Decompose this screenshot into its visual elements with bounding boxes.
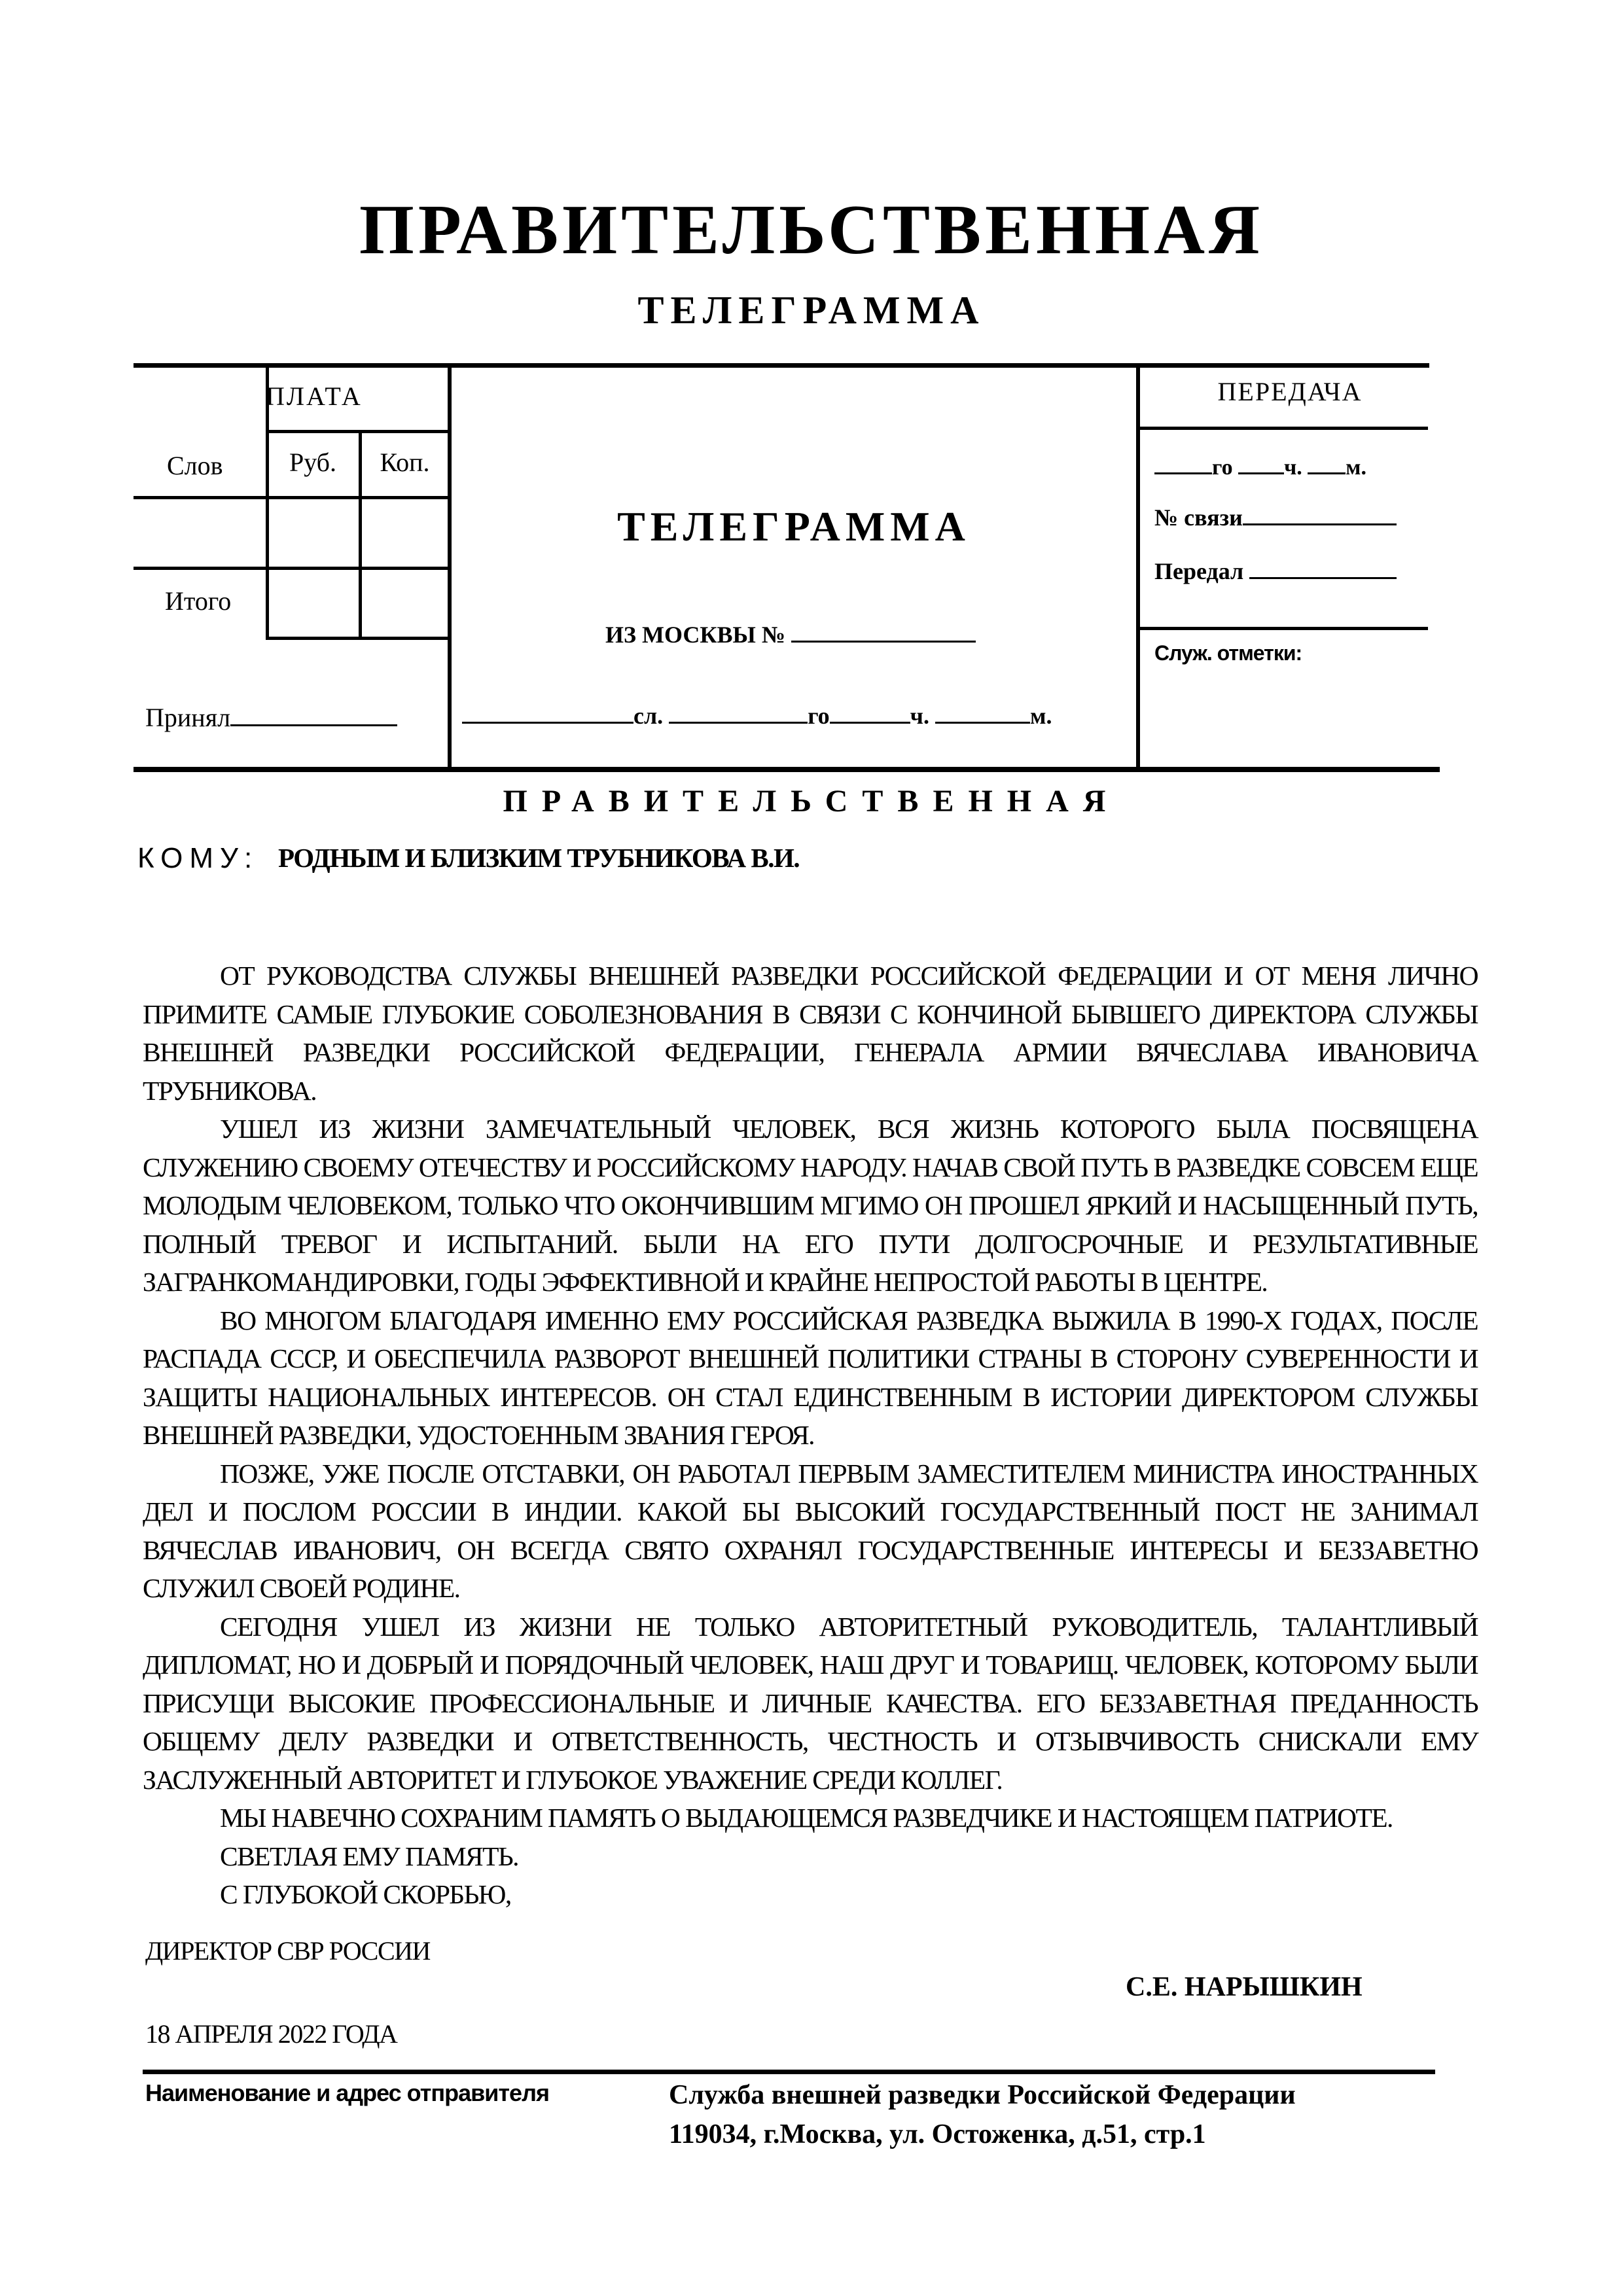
signatory-name: С.Е. НАРЫШКИН [1126,1972,1363,2002]
blank [1154,450,1212,474]
count-time-line: сл. го ч. м. [462,698,1052,730]
plata-label: ПЛАТА [266,381,363,411]
form-divider-right [1136,365,1140,769]
plata-grid-line [134,496,449,499]
form-bottom-border [134,767,1440,772]
recipient-label: КОМУ: [137,842,259,874]
blank [935,698,1030,724]
message-paragraph: ОТ РУКОВОДСТВА СЛУЖБЫ ВНЕШНЕЙ РАЗВЕДКИ РОССИЙСКОЙ ФЕДЕРАЦИИ И ОТ МЕНЯ ЛИЧНО ПРИМИТЕ САМЫЕ ГЛУБОКИЕ СОБОЛЕЗНОВАНИЯ В СВЯЗИ С КОНЧИНОЙ БЫВШЕГО ДИРЕКТОРА СЛУЖБЫ ВНЕШНЕЙ РАЗВЕДКИ РОССИЙСКОЙ ФЕДЕРАЦИИ, ГЕНЕРАЛА АРМИИ ВЯЧЕСЛАВА ИВАНОВИЧА ТРУБНИКОВА. [143,961,1478,1106]
blank [669,698,808,724]
plata-grid-line [266,430,449,433]
form-top-border [134,363,1429,368]
words-label: Слов [167,451,223,480]
government-banner: ПРАВИТЕЛЬСТВЕННАЯ [503,784,1120,819]
message-paragraph: СВЕТЛАЯ ЕМУ ПАМЯТЬ. [220,1841,518,1871]
telegram-title: ТЕЛЕГРАММА [617,503,971,550]
message-paragraph: СЕГОДНЯ УШЕЛ ИЗ ЖИЗНИ НЕ ТОЛЬКО АВТОРИТЕТНЫЙ РУКОВОДИТЕЛЬ, ТАЛАНТЛИВЫЙ ДИПЛОМАТ, НО И ДОБРЫЙ И ПОРЯДОЧНЫЙ ЧЕЛОВЕК, НАШ ДРУГ И ТОВАРИЩ. ЧЕЛОВЕК, КОТОРОМУ БЫЛИ ПРИСУЩИ ВЫСОКИЕ ПРОФЕССИОНАЛЬНЫЕ И ЛИЧНЫЕ КАЧЕСТВА. ЕГО БЕЗЗАВЕТНАЯ ПРЕДАННОСТЬ ОБЩЕМУ ДЕЛУ РАЗВЕДКИ И ОТВЕТСТВЕННОСТЬ, ЧЕСТНОСТЬ И ОТЗЫВЧИВОСТЬ СНИСКАЛИ ЕМУ ЗАСЛУЖЕННЫЙ АВТОРИТЕТ И ГЛУБОКОЕ УВАЖЕНИЕ СРЕДИ КОЛЛЕГ. [143,1611,1478,1795]
signatory-position: ДИРЕКТОР СВР РОССИИ [145,1936,430,1966]
accepted-blank [230,698,397,726]
document-date: 18 АПРЕЛЯ 2022 ГОДА [145,2019,397,2049]
message-paragraph: УШЕЛ ИЗ ЖИЗНИ ЗАМЕЧАТЕЛЬНЫЙ ЧЕЛОВЕК, ВСЯ ЖИЗНЬ КОТОРОГО БЫЛА ПОСВЯЩЕНА СЛУЖЕНИЮ СВОЕМУ ОТЕЧЕСТВУ И РОССИЙСКОМУ НАРОДУ. НАЧАВ СВОЙ ПУТЬ В РАЗВЕДКЕ СОВСЕМ ЕЩЕ МОЛОДЫМ ЧЕЛОВЕКОМ, ТОЛЬКО ЧТО ОКОНЧИВШИМ МГИМО ОН ПРОШЕЛ ЯРКИЙ И НАСЫЩЕННЫЙ ПУТЬ, ПОЛНЫЙ ТРЕВОГ И ИСПЫТАНИЙ. БЫЛИ НА ЕГО ПУТИ ДОЛГОСРОЧНЫЕ И РЕЗУЛЬТАТИВНЫЕ ЗАГРАНКОМАНДИРОВКИ, ГОДЫ ЭФФЕКТИВНОЙ И КРАЙНЕ НЕПРОСТОЙ РАБОТЫ В ЦЕНТРЕ. [143,1114,1478,1297]
message-paragraph: МЫ НАВЕЧНО СОХРАНИМ ПАМЯТЬ О ВЫДАЮЩЕМСЯ РАЗВЕДЧИКЕ И НАСТОЯЩЕМ ПАТРИОТЕ. [220,1803,1393,1833]
transmission-time-line: го ч. м. [1154,450,1366,480]
service-divider [1140,627,1428,630]
transmission-label: ПЕРЕДАЧА [1217,377,1363,406]
connection-number-line: № связи [1154,500,1397,531]
blank [1308,450,1346,474]
message-body [143,957,1478,1914]
accepted-label: Принял [145,698,397,733]
plata-grid-line [134,567,449,570]
sender-label: Наименование и адрес отправителя [145,2079,549,2106]
blank [1238,450,1284,474]
transmission-divider [1140,427,1428,430]
rub-label: Руб. [289,448,337,477]
message-paragraph: ПОЗЖЕ, УЖЕ ПОСЛЕ ОТСТАВКИ, ОН РАБОТАЛ ПЕРВЫМ ЗАМЕСТИТЕЛЕМ МИНИСТРА ИНОСТРАННЫХ ДЕЛ И ПОСЛОМ РОССИИ В ИНДИИ. КАКОЙ БЫ ВЫСОКИЙ ГОСУДАРСТВЕННЫЙ ПОСТ НЕ ЗАНИМАЛ ВЯЧЕСЛАВ ИВАНОВИЧ, ОН ВСЕГДА СВЯТО ОХРАНЯЛ ГОСУДАРСТВЕННЫЕ ИНТЕРЕСЫ И БЕЗЗАВЕТНО СЛУЖИЛ СВОЕЙ РОДИНЕ. [143,1458,1478,1603]
document-subtitle: ТЕЛЕГРАММА [637,289,986,332]
recipient-value: РОДНЫМ И БЛИЗКИМ ТРУБНИКОВА В.И. [278,843,800,873]
blank [1249,554,1397,579]
message-paragraph: ВО МНОГОМ БЛАГОДАРЯ ИМЕННО ЕМУ РОССИЙСКАЯ РАЗВЕДКА ВЫЖИЛА В 1990-Х ГОДАХ, ПОСЛЕ РАСПАДА СССР, И ОБЕСПЕЧИЛА РАЗВОРОТ ВНЕШНЕЙ ПОЛИТИКИ СТРАНЫ В СТОРОНУ СУВЕРЕННОСТИ И ЗАЩИТЫ НАЦИОНАЛЬНЫХ ИНТЕРЕСОВ. ОН СТАЛ ЕДИНСТВЕННЫМ В ИСТОРИИ ДИРЕКТОРОМ СЛУЖБЫ ВНЕШНЕЙ РАЗВЕДКИ, УДОСТОЕННЫМ ЗВАНИЯ ГЕРОЯ. [143,1305,1478,1450]
document-title: ПРАВИТЕЛЬСТВЕННАЯ [359,191,1264,269]
service-notes-label: Служ. отметки: [1154,641,1302,665]
message-paragraph: С ГЛУБОКОЙ СКОРБЬЮ, [220,1879,511,1909]
kop-label: Коп. [380,448,430,477]
blank [830,698,910,724]
blank [1243,500,1397,525]
blank [462,698,633,724]
from-moscow-line: ИЗ МОСКВЫ № [605,617,976,648]
footer-rule [143,2070,1435,2074]
total-label: Итого [165,586,232,616]
transmitted-line: Передал [1154,554,1397,585]
plata-grid-line [266,637,449,640]
sender-address: 119034, г.Москва, ул. Остоженка, д.51, стр.1 [669,2119,1206,2149]
sender-name: Служба внешней разведки Российской Федерации [669,2080,1296,2110]
from-moscow-blank [791,617,976,643]
